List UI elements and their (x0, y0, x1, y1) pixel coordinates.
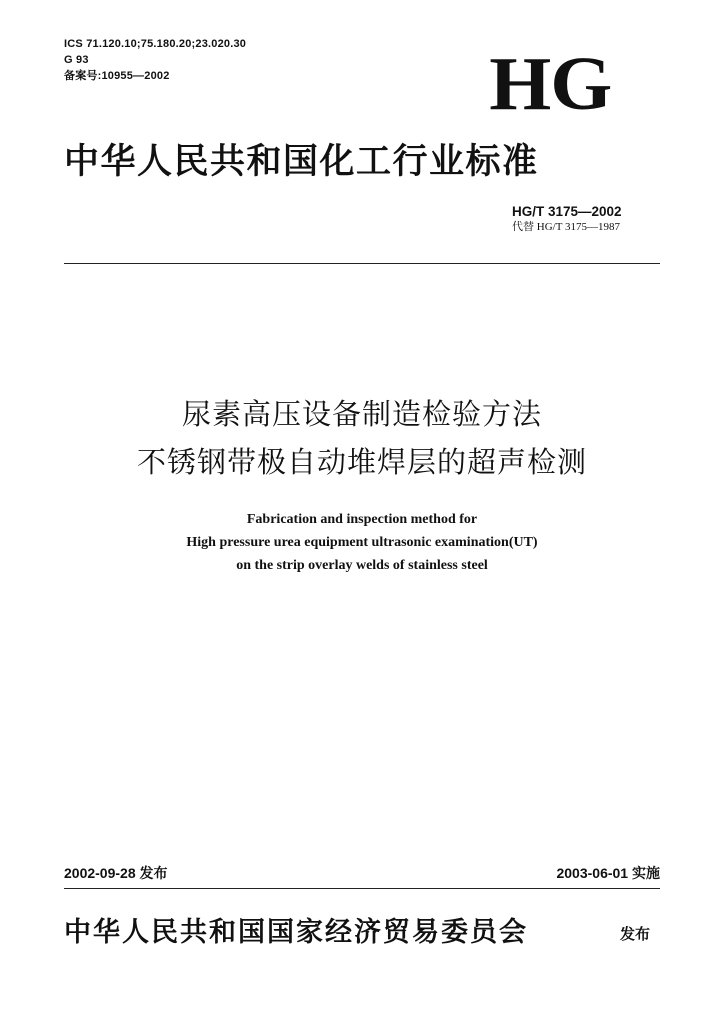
english-title-line-1: Fabrication and inspection method for (246, 512, 478, 527)
issuer-title: 中华人民共和国化工行业标准 (64, 141, 539, 182)
hg-logo: HG (488, 42, 611, 126)
english-title-line-3: on the strip overlay welds of stainless steel (236, 558, 488, 573)
publisher-name: 中华人民共和国国家经济贸易委员会 (64, 917, 528, 948)
classification-code: G 93 (64, 54, 89, 66)
filing-number: 备案号:10955—2002 (64, 70, 170, 82)
standard-number: HG/T 3175—2002 (512, 204, 622, 219)
chinese-title-line-2: 不锈钢带极自动堆焊层的超声检测 (136, 445, 587, 479)
chinese-title-line-1: 尿素高压设备制造检验方法 (181, 397, 542, 431)
replaces-standard: 代替 HG/T 3175—1987 (512, 221, 620, 233)
english-title-line-2: High pressure urea equipment ultrasonic examination(UT) (186, 535, 538, 550)
issue-date: 2002-09-28 发布 (64, 865, 168, 881)
publisher-suffix: 发布 (620, 925, 651, 943)
ics-code: ICS 71.120.10;75.180.20;23.020.30 (64, 38, 247, 50)
top-divider (64, 263, 660, 264)
bottom-divider (64, 888, 660, 889)
effective-date: 2003-06-01 实施 (556, 865, 660, 881)
